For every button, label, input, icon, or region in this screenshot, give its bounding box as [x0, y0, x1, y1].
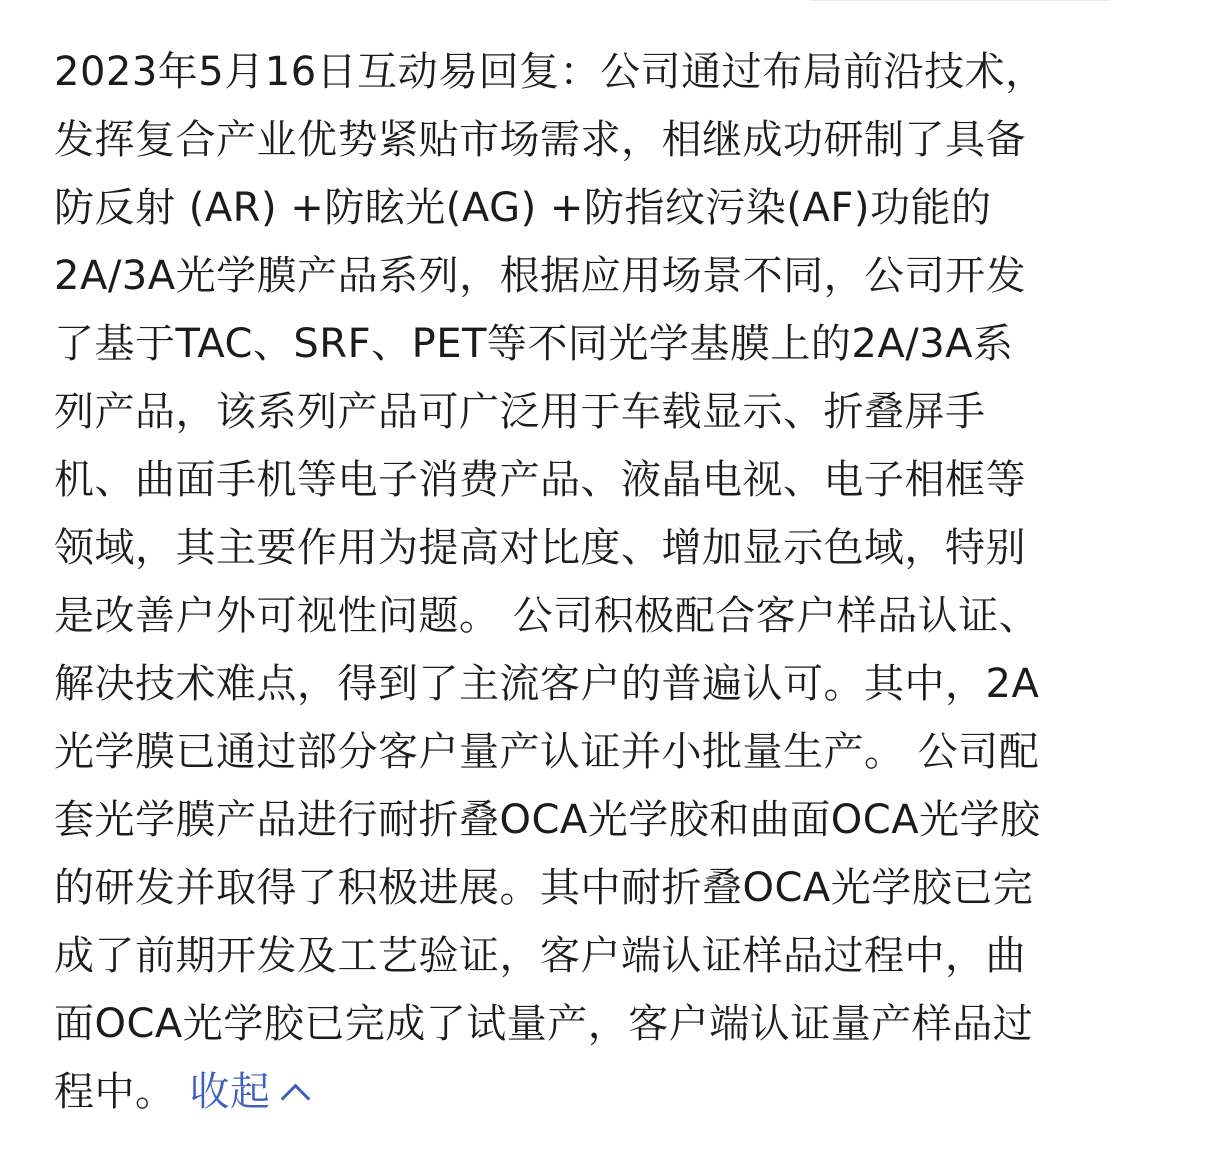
post-line-16: 程中。	[54, 1069, 176, 1115]
collapse-button[interactable]	[190, 1069, 306, 1115]
collapse-label[interactable]: 收起	[189, 1069, 271, 1115]
post-line-13: 的研发并取得了积极进展。其中耐折叠OCA光学胶已完	[54, 865, 1034, 911]
post-line-1: 2023年5月16日互动易回复：公司通过布局前沿技术，	[54, 49, 1046, 95]
post-body	[54, 38, 1170, 1126]
chevron-up-icon[interactable]	[280, 1084, 310, 1114]
post-line-12: 套光学膜产品进行耐折叠OCA光学胶和曲面OCA光学胶	[54, 797, 1041, 843]
post-line-4: 2A/3A光学膜产品系列，根据应用场景不同，公司开发	[54, 253, 1027, 299]
post-line-8: 领域，其主要作用为提高对比度、增加显示色域，特别	[54, 525, 1026, 571]
post-line-3: 防反射 (AR) +防眩光(AG) +防指纹污染(AF)功能的	[54, 185, 992, 231]
post-line-2: 发挥复合产业优势紧贴市场需求，相继成功研制了具备	[54, 117, 1026, 163]
post-line-9: 是改善户外可视性问题。 公司积极配合客户样品认证、	[54, 593, 1040, 639]
post-line-last	[54, 1058, 1170, 1126]
post-line-7: 机、曲面手机等电子消费产品、液晶电视、电子相框等	[54, 457, 1026, 503]
post-line-10: 解决技术难点，得到了主流客户的普遍认可。其中，2A	[54, 661, 1040, 707]
post-line-11: 光学膜已通过部分客户量产认证并小批量生产。 公司配	[54, 729, 1040, 775]
post-line-15: 面OCA光学胶已完成了试量产，客户端认证量产样品过	[54, 1001, 1034, 1047]
top-divider	[810, 0, 1110, 4]
post-line-6: 列产品，该系列产品可广泛用于车载显示、折叠屏手	[54, 389, 986, 435]
post-line-5: 了基于TAC、SRF、PET等不同光学基膜上的2A/3A系	[54, 321, 1014, 367]
post-line-14: 成了前期开发及工艺验证，客户端认证样品过程中，曲	[54, 933, 1026, 979]
